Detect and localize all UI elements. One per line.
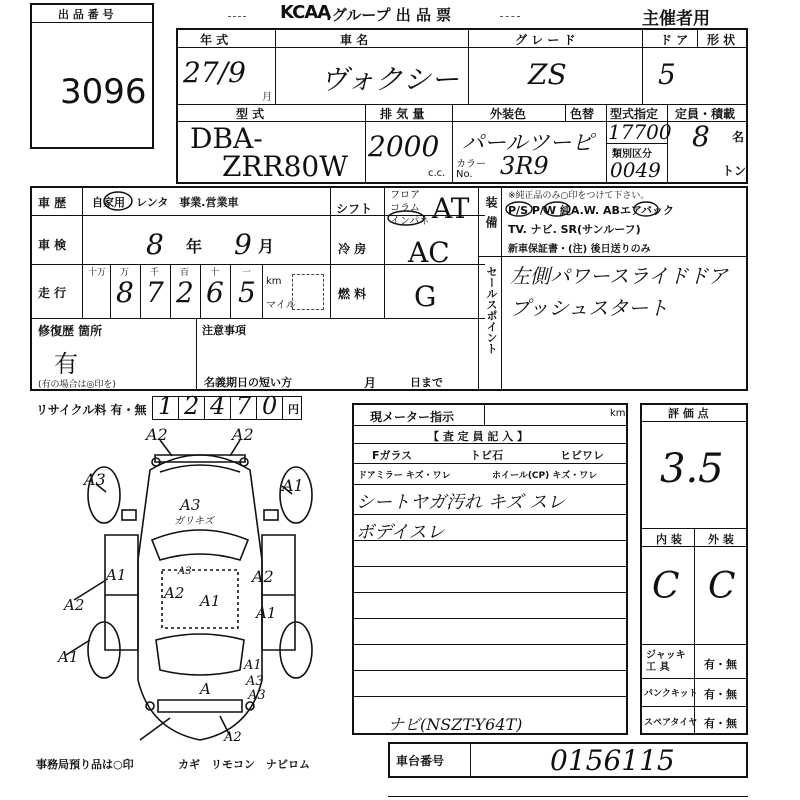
- inspection-year: 8: [146, 228, 164, 261]
- mile-label: マイル: [266, 300, 296, 311]
- model-year-value: 27/9: [183, 56, 246, 89]
- spare-value: 有・無: [704, 717, 737, 730]
- capacity-unit: 名: [732, 130, 745, 144]
- mileage-digit-4: 6: [206, 276, 224, 309]
- shape-label: 形 状: [707, 33, 736, 47]
- unit-100: 百: [180, 268, 190, 278]
- equipment-line-1: P/S P/W 純A.W. ABエアバック: [508, 204, 675, 217]
- class-value: 0049: [610, 158, 661, 182]
- history-label: 車 歴: [38, 196, 67, 210]
- equipment-note: ※純正品のみ○印をつけて下さい。: [508, 191, 650, 201]
- door-value: 5: [658, 58, 676, 91]
- fuel-value: G: [414, 280, 437, 313]
- office-items: カギ リモコン ナビロム: [178, 758, 310, 771]
- model-value-1: DBA-: [190, 122, 263, 155]
- mileage-digit-1: 8: [116, 276, 134, 309]
- yen-label: 円: [288, 403, 299, 416]
- model-value-2: ZRR80W: [222, 150, 349, 183]
- inspection-label: 車 検: [38, 238, 67, 252]
- inspection-month-unit: 月: [258, 237, 275, 256]
- glass-label: Fガラス: [372, 449, 413, 462]
- equipment-line-2: TV. ナビ. SR(サンルーフ): [508, 223, 641, 236]
- damage-mark-11: A1: [200, 592, 221, 610]
- interior-label: 内 装: [656, 533, 682, 546]
- door-label: ド ア: [660, 33, 689, 47]
- deadline-month: 月: [364, 376, 377, 390]
- shift-value: AT: [432, 192, 470, 225]
- displacement-label: 排 気 量: [380, 107, 425, 121]
- equipment-label: 装 備: [484, 196, 498, 231]
- damage-mark-12: A2: [64, 596, 85, 614]
- inspection-note-1: シートヤガ汚れ キズ スレ: [356, 492, 566, 513]
- exterior-color-label: 外装色: [490, 107, 527, 121]
- unit-10: 十: [210, 268, 220, 278]
- sales-point-label: セールスポイント: [485, 266, 498, 354]
- capacity-value: 8: [692, 120, 710, 153]
- color-change-label: 色替: [570, 107, 595, 121]
- ac-label: 冷 房: [338, 242, 367, 256]
- shift-option-column: コラム: [390, 203, 420, 214]
- mirror-label: ドアミラー キズ・ワレ: [358, 471, 451, 481]
- damage-mark-8: A3: [178, 566, 192, 577]
- recycle-digit-4: 7: [236, 392, 252, 420]
- displacement-value: 2000: [368, 130, 440, 163]
- mileage-digit-2: 7: [146, 276, 164, 309]
- damage-mark-15: A1: [244, 658, 262, 673]
- puncture-label: パンクキット: [644, 689, 698, 699]
- equipment-line-3: 新車保証書・(注) 後日送りのみ: [508, 244, 651, 255]
- damage-mark-5: A3: [180, 496, 201, 514]
- shift-label: シフト: [336, 202, 373, 216]
- shift-option-floor: フロア: [390, 190, 420, 201]
- shift-option-panel: インパネ: [390, 216, 430, 227]
- jack-label: ジャッキ 工 具: [646, 650, 686, 673]
- mileage-label: 走 行: [38, 286, 67, 300]
- chassis-value: 0156115: [550, 744, 675, 777]
- recycle-digit-1: 1: [158, 392, 174, 420]
- form-title: .グループ 出 品 票: [326, 6, 452, 24]
- lot-number: 3096: [60, 72, 147, 112]
- km-label: km: [266, 276, 282, 287]
- caution-label: 注意事項: [202, 324, 246, 337]
- damage-mark-16: A3: [246, 674, 264, 689]
- damage-mark-19: A2: [224, 730, 242, 745]
- year-label: 年 式: [200, 33, 229, 47]
- type-spec-label: 型式指定: [610, 107, 659, 121]
- model-label: 型 式: [236, 107, 265, 121]
- damage-mark-14: A1: [58, 648, 79, 666]
- capacity-label: 定員・積載: [675, 107, 736, 121]
- mileage-digit-3: 2: [176, 276, 194, 309]
- inspection-year-unit: 年: [186, 237, 203, 256]
- ton-unit: トン: [722, 164, 747, 178]
- deadline-label: 名義期日の短い方: [204, 376, 292, 389]
- inspection-note-2: ボデイスレ: [356, 522, 445, 543]
- damage-mark-3: A3: [84, 470, 106, 489]
- grade-value: 3.5: [660, 446, 724, 492]
- damage-mark-4: A1: [282, 476, 304, 495]
- damage-mark-9: A2: [252, 567, 274, 586]
- cc-unit: c.c.: [428, 168, 446, 179]
- damage-mark-2: A2: [232, 425, 254, 444]
- exterior-label: 外 装: [708, 533, 734, 546]
- repair-note: (有の場合は◎印を): [38, 380, 116, 390]
- deadline-day: 日まで: [410, 376, 443, 389]
- meter-label: 現メーター指示: [370, 410, 455, 424]
- type-spec-value: 17700: [608, 120, 672, 144]
- ac-value: AC: [408, 236, 450, 269]
- damage-mark-13: A1: [256, 604, 277, 622]
- exterior-grade: C: [708, 566, 736, 607]
- unit-1: 一: [242, 268, 252, 278]
- month-mark: 月: [262, 92, 272, 103]
- office-label: 事務局預り品は○印: [36, 758, 134, 771]
- unit-10k: 万: [120, 268, 130, 278]
- damage-mark-18: A: [200, 680, 211, 698]
- unit-1k: 千: [150, 268, 160, 278]
- repair-label: 修復歴 箇所: [38, 324, 103, 338]
- damage-mark-1: A2: [146, 425, 168, 444]
- car-name-value: ヴォクシー: [320, 63, 459, 96]
- lot-label: 出 品 番 号: [58, 8, 114, 21]
- damage-mark-6: ガリキズ: [174, 516, 214, 527]
- organizer-label: 主催者用: [642, 9, 710, 29]
- car-name-label: 車 名: [340, 33, 369, 47]
- color-no-label: カラー No.: [456, 159, 486, 180]
- brand-logo: KCAA: [280, 2, 331, 23]
- recycle-digit-2: 2: [184, 392, 200, 420]
- navi-note: ナビ(NSZT-Y64T): [388, 715, 523, 734]
- damage-mark-17: A3: [248, 688, 266, 703]
- interior-grade: C: [652, 566, 680, 607]
- wheel-label: ホイール(CP) キズ・ワレ: [492, 471, 598, 481]
- crack-label: ヒビワレ: [560, 449, 604, 462]
- meter-km-unit: km: [610, 408, 626, 419]
- fuel-label: 燃 料: [338, 287, 367, 301]
- inspection-month: 9: [234, 228, 252, 261]
- sales-point-2: プッシュスタート: [510, 296, 669, 320]
- jack-value: 有・無: [704, 658, 737, 671]
- color-no-value: 3R9: [500, 152, 549, 180]
- recycle-digit-5: 0: [262, 392, 278, 420]
- recycle-digit-3: 4: [210, 392, 226, 420]
- grade-label: 評 価 点: [668, 407, 709, 420]
- damage-mark-7: A1: [106, 566, 127, 584]
- repair-value: 有: [54, 350, 78, 378]
- mileage-digit-5: 5: [238, 276, 256, 309]
- puncture-value: 有・無: [704, 688, 737, 701]
- sales-point-1: 左側パワースライドドア: [510, 264, 728, 288]
- appraiser-label: 【 査 定 員 記 入 】: [428, 430, 528, 443]
- exterior-color-value: パールツーピ: [462, 131, 594, 156]
- class-label: 類別区分: [612, 149, 652, 160]
- recycle-label: リサイクル料 有・無: [36, 403, 147, 417]
- damage-mark-10: A2: [164, 584, 185, 602]
- history-options: 自家用 レンタ 事業.営業車: [92, 196, 239, 209]
- chassis-label: 車台番号: [396, 754, 445, 768]
- grade-value: ZS: [528, 58, 567, 91]
- spare-label: スペアタイヤ: [644, 718, 698, 728]
- unit-100k: 十万: [88, 268, 107, 278]
- grade-label: グ レ ー ド: [515, 33, 576, 47]
- stone-label: トビ石: [470, 449, 503, 462]
